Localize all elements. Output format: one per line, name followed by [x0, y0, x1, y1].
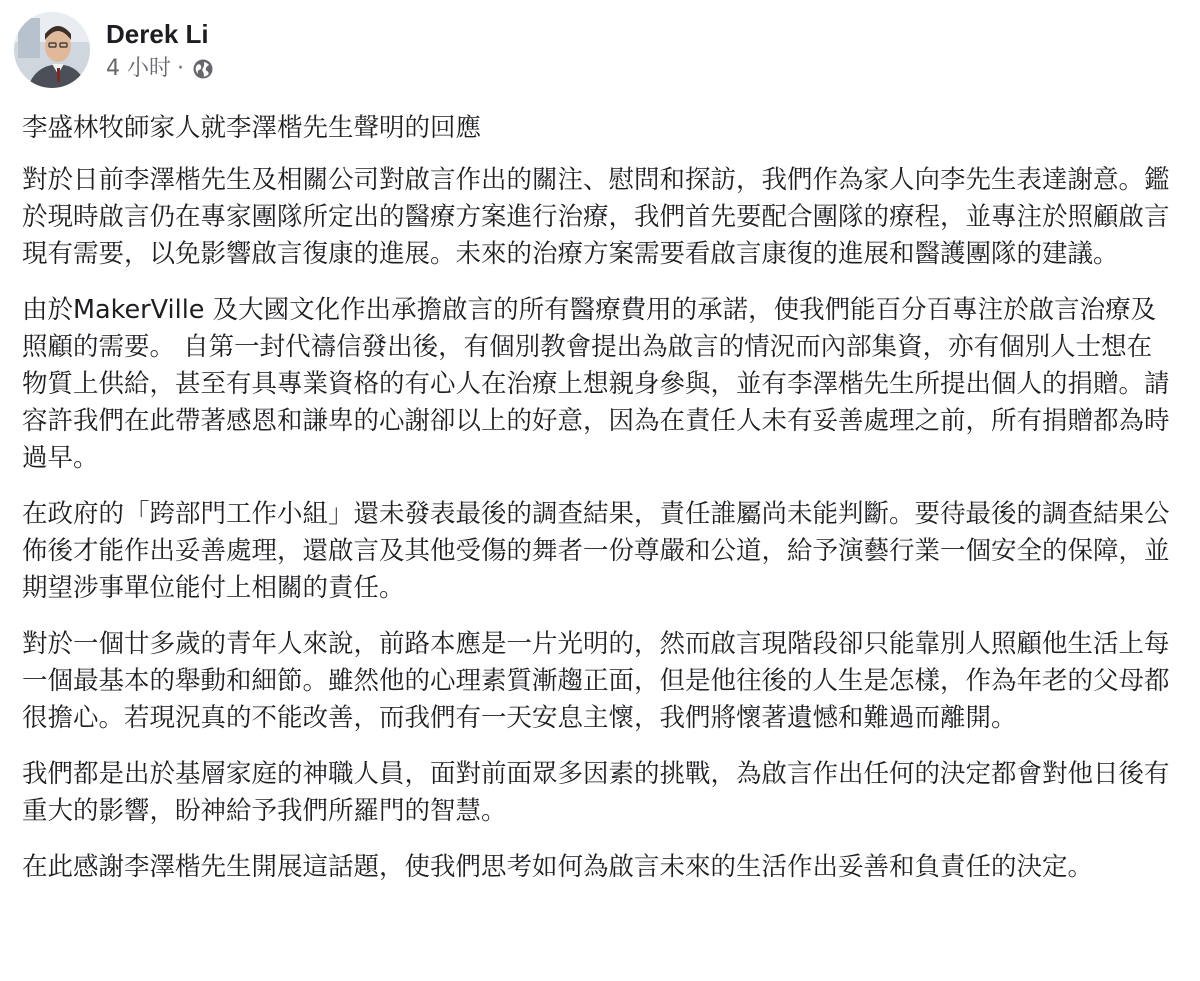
post-title: 李盛林牧師家人就李澤楷先生聲明的回應: [22, 113, 482, 143]
post-paragraph: 對於日前李澤楷先生及相關公司對啟言作出的關注、慰問和探訪，我們作為家人向李先生表達謝意。鑑於現時啟言仍在專家團隊所定出的醫療方案進行治療，我們首先要配合團隊的療程，並專注於照顧啟言現有需要，以免影響啟言復康的進展。未來的治療方案需要看啟言康復的進展和醫護團隊的建議。: [22, 165, 1170, 269]
post-meta: [106, 18, 214, 82]
post-header: [14, 10, 214, 90]
avatar[interactable]: [14, 12, 90, 88]
post-paragraph: 對於一個廿多歲的青年人來說，前路本應是一片光明的，然而啟言現階段卻只能靠別人照顧他生活上每一個最基本的舉動和細節。雖然他的心理素質漸趨正面，但是他往後的人生是怎樣，作為年老的父母都很擔心。若現況真的不能改善，而我們有一天安息主懷，我們將懷著遺憾和難過而離開。: [22, 629, 1170, 733]
separator-dot: ·: [177, 56, 184, 81]
post-paragraph: 在政府的「跨部門工作小組」還未發表最後的調查結果，責任誰屬尚未能判斷。要待最後的調查結果公佈後才能作出妥善處理，還啟言及其他受傷的舞者一份尊嚴和公道，給予演藝行業一個安全的保障，並期望涉事單位能付上相關的責任。: [22, 499, 1170, 603]
post-timestamp[interactable]: 4 小时: [106, 56, 171, 81]
post-subline: [106, 56, 214, 82]
post-paragraph: 我們都是出於基層家庭的神職人員，面對前面眾多因素的挑戰，為啟言作出任何的決定都會對他日後有重大的影響，盼神給予我們所羅門的智慧。: [22, 759, 1170, 826]
post-paragraph: 由於MakerVille 及大國文化作出承擔啟言的所有醫療費用的承諾，使我們能百分百專注於啟言治療及照顧的需要。 自第一封代禱信發出後，有個別教會提出為啟言的情況而內部集資，亦有個別人士想在物質上供給，甚至有具專業資格的有心人在治療上想親身參與，並有李澤楷先生所提出個人的捐贈。請容許我們在此帶著感恩和謙卑的心謝卻以上的好意，因為在責任人未有妥善處理之前，所有捐贈都為時過早。: [22, 295, 1170, 473]
post-body: [22, 110, 1172, 905]
globe-icon[interactable]: [192, 58, 214, 80]
author-name[interactable]: Derek Li: [106, 19, 209, 49]
post-paragraph: 在此感謝李澤楷先生開展這話題，使我們思考如何為啟言未來的生活作出妥善和負責任的決定。: [22, 852, 1094, 882]
